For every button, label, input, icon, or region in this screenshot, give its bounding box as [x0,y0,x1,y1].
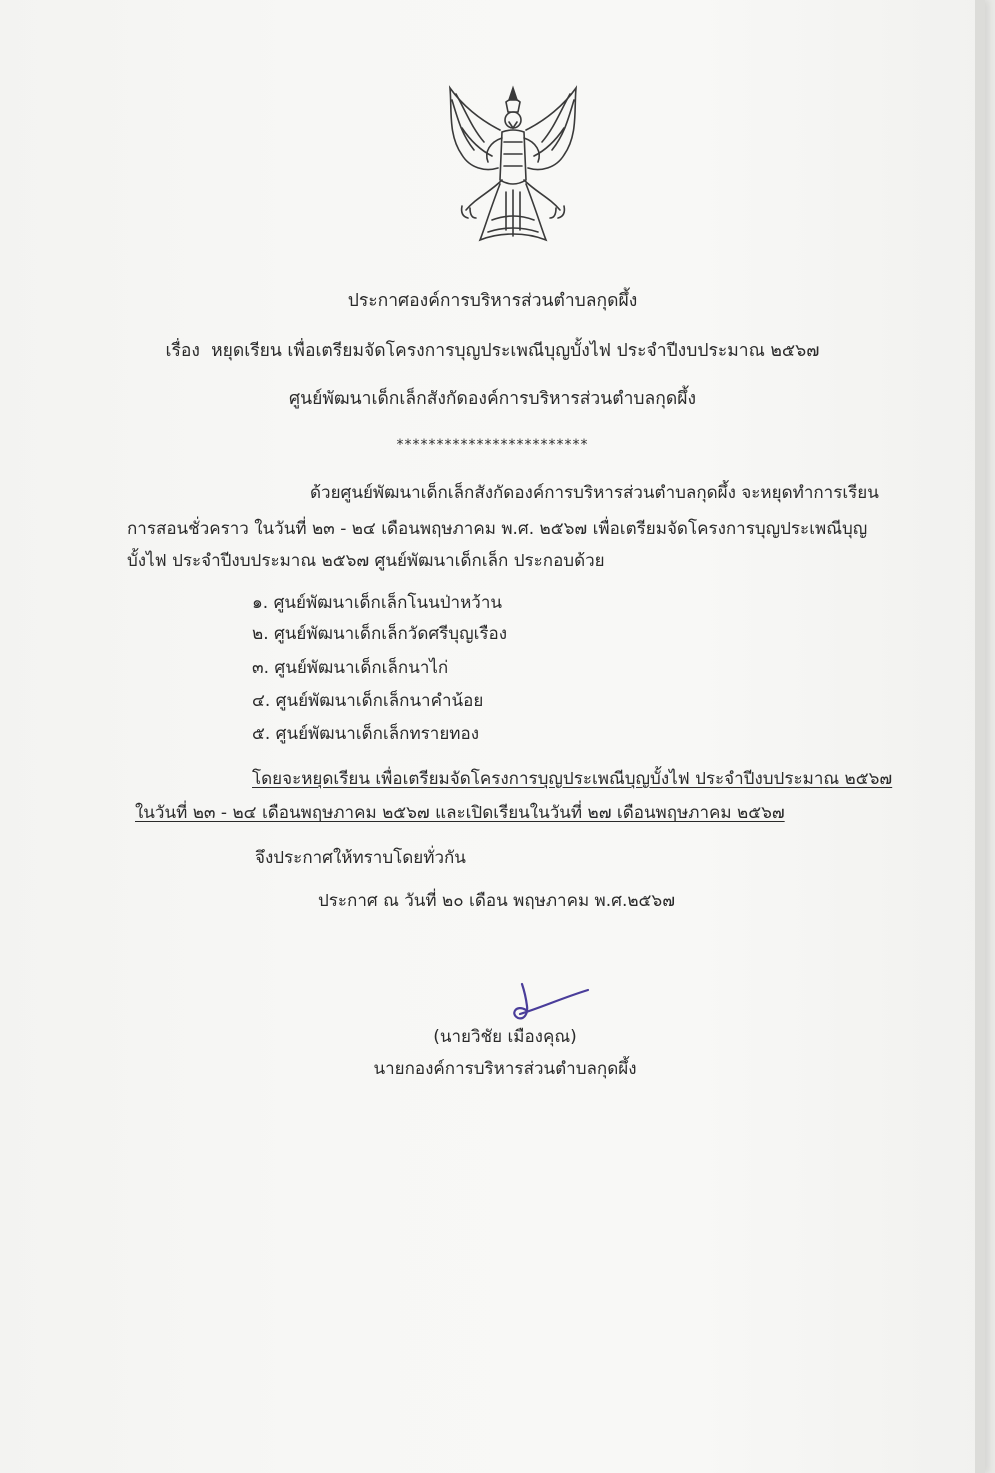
paragraph-1-line-1: ด้วยศูนย์พัฒนาเด็กเล็กสังกัดองค์การบริหารส่วนตำบลกุดผึ้ง จะหยุดทำการเรียน [310,483,879,503]
subject-line [0,339,985,363]
subject-target: ศูนย์พัฒนาเด็กเล็กสังกัดองค์การบริหารส่วนตำบลกุดผึ้ง [289,389,696,409]
center-list-item-4: ๔. ศูนย์พัฒนาเด็กเล็กนาคำน้อย [252,691,484,711]
center-list-item-3: ๓. ศูนย์พัฒนาเด็กเล็กนาไก่ [252,658,449,678]
subject-text: หยุดเรียน เพื่อเตรียมจัดโครงการบุญประเพณีบุญบั้งไฟ ประจำปีงบประมาณ ๒๕๖๗ [211,341,820,361]
garuda-emblem-icon [440,80,586,252]
announcement-date: ประกาศ ณ วันที่ ๒๐ เดือน พฤษภาคม พ.ศ.๒๕๖๗ [318,891,675,911]
center-list-item-2: ๒. ศูนย์พัฒนาเด็กเล็กวัดศรีบุญเรือง [252,624,508,644]
paragraph-1-line-2: การสอนชั่วคราว ในวันที่ ๒๓ - ๒๔ เดือนพฤษภาคม พ.ศ. ๒๕๖๗ เพื่อเตรียมจัดโครงการบุญประเพณีบุญ [127,519,868,539]
announce-closing: จึงประกาศให้ทราบโดยทั่วกัน [255,848,466,868]
subject-label: เรื่อง [165,341,200,361]
page-edge-shadow [975,0,985,1473]
separator-line: ************************ [396,437,589,453]
announcement-title: ประกาศองค์การบริหารส่วนตำบลกุดผึ้ง [347,291,638,311]
center-list-item-1: ๑. ศูนย์พัฒนาเด็กเล็กโนนป่าหว้าน [252,593,502,613]
center-list-item-5: ๕. ศูนย์พัฒนาเด็กเล็กทรายทอง [252,724,480,744]
paragraph-2-line-2: ในวันที่ ๒๓ - ๒๔ เดือนพฤษภาคม ๒๕๖๗ และเปิดเรียนในวันที่ ๒๗ เดือนพฤษภาคม ๒๕๖๗ [135,803,785,823]
signatory-name: (นายวิชัย เมืองคุณ) [433,1027,577,1047]
signature-mark [500,980,600,1024]
paragraph-1-line-3: บั้งไฟ ประจำปีงบประมาณ ๒๕๖๗ ศูนย์พัฒนาเด็กเล็ก ประกอบด้วย [127,551,605,571]
paragraph-2-line-1: โดยจะหยุดเรียน เพื่อเตรียมจัดโครงการบุญประเพณีบุญบั้งไฟ ประจำปีงบประมาณ ๒๕๖๗ [252,769,893,789]
signatory-position: นายกองค์การบริหารส่วนตำบลกุดผึ้ง [373,1059,637,1079]
